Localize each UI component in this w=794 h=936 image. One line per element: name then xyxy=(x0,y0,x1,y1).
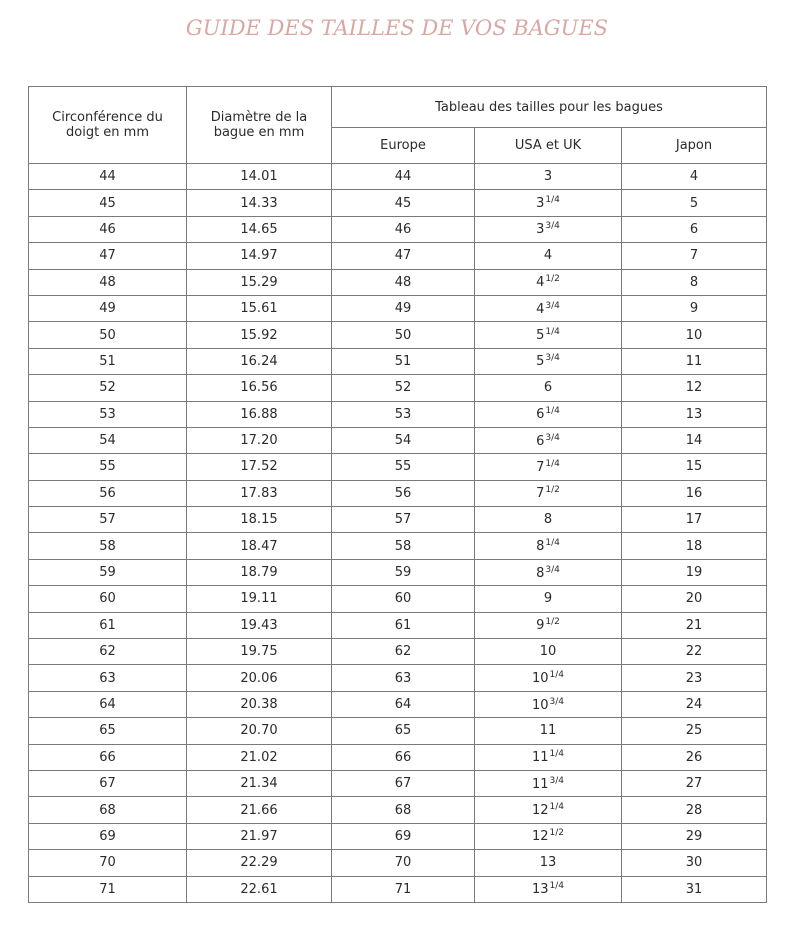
usa-uk-size: 4 xyxy=(536,301,545,317)
usa-uk-fraction: 3/4 xyxy=(549,775,565,786)
usa-uk-size: 11 xyxy=(531,776,549,792)
europe-cell: 44 xyxy=(332,164,475,190)
diameter-cell: 19.11 xyxy=(187,586,332,612)
europe-cell: 47 xyxy=(332,243,475,269)
japan-cell: 17 xyxy=(622,507,767,533)
usa-uk-size: 11 xyxy=(539,723,557,739)
europe-cell: 45 xyxy=(332,190,475,216)
japan-cell: 25 xyxy=(622,718,767,744)
europe-cell: 48 xyxy=(332,269,475,295)
europe-cell: 69 xyxy=(332,823,475,849)
usa-uk-size: 6 xyxy=(536,433,545,449)
table-row xyxy=(29,190,767,216)
japan-cell: 5 xyxy=(622,190,767,216)
diameter-cell: 21.97 xyxy=(187,823,332,849)
japan-cell: 19 xyxy=(622,559,767,585)
circumference-cell: 69 xyxy=(29,823,187,849)
usa-uk-fraction: 1/4 xyxy=(549,670,565,681)
usa-uk-cell xyxy=(475,190,622,216)
usa-uk-size: 4 xyxy=(543,248,553,264)
usa-uk-cell xyxy=(475,375,622,401)
europe-cell: 66 xyxy=(332,744,475,770)
usa-uk-size: 8 xyxy=(536,565,545,581)
japan-cell: 21 xyxy=(622,612,767,638)
usa-uk-size: 4 xyxy=(536,275,545,291)
japan-cell: 10 xyxy=(622,322,767,348)
table-row xyxy=(29,665,767,691)
usa-uk-size: 5 xyxy=(536,328,545,344)
usa-uk-cell xyxy=(475,639,622,665)
europe-cell: 59 xyxy=(332,559,475,585)
table-row xyxy=(29,718,767,744)
diameter-cell: 17.52 xyxy=(187,454,332,480)
table-row xyxy=(29,533,767,559)
table-row xyxy=(29,375,767,401)
usa-uk-size: 9 xyxy=(543,591,553,607)
circumference-cell: 63 xyxy=(29,665,187,691)
circumference-cell: 48 xyxy=(29,269,187,295)
header-usa-uk: USA et UK xyxy=(475,128,622,164)
circumference-cell: 71 xyxy=(29,876,187,902)
circumference-cell: 64 xyxy=(29,691,187,717)
diameter-cell: 15.92 xyxy=(187,322,332,348)
japan-cell: 8 xyxy=(622,269,767,295)
usa-uk-cell xyxy=(475,797,622,823)
europe-cell: 51 xyxy=(332,348,475,374)
header-size-table: Tableau des tailles pour les bagues xyxy=(332,87,767,128)
diameter-cell: 22.61 xyxy=(187,876,332,902)
usa-uk-size: 13 xyxy=(539,855,557,871)
europe-cell: 70 xyxy=(332,850,475,876)
circumference-cell: 53 xyxy=(29,401,187,427)
diameter-cell: 14.01 xyxy=(187,164,332,190)
japan-cell: 20 xyxy=(622,586,767,612)
usa-uk-fraction: 3/4 xyxy=(545,353,560,364)
usa-uk-fraction: 1/4 xyxy=(549,802,565,813)
japan-cell: 18 xyxy=(622,533,767,559)
circumference-cell: 68 xyxy=(29,797,187,823)
diameter-cell: 19.43 xyxy=(187,612,332,638)
circumference-cell: 55 xyxy=(29,454,187,480)
usa-uk-size: 13 xyxy=(531,882,549,898)
table-row xyxy=(29,348,767,374)
europe-cell: 53 xyxy=(332,401,475,427)
usa-uk-cell xyxy=(475,480,622,506)
diameter-cell: 20.70 xyxy=(187,718,332,744)
europe-cell: 52 xyxy=(332,375,475,401)
usa-uk-cell xyxy=(475,507,622,533)
table-body xyxy=(29,164,767,903)
circumference-cell: 45 xyxy=(29,190,187,216)
circumference-cell: 61 xyxy=(29,612,187,638)
japan-cell: 14 xyxy=(622,427,767,453)
usa-uk-cell xyxy=(475,770,622,796)
table-row xyxy=(29,770,767,796)
usa-uk-cell xyxy=(475,850,622,876)
europe-cell: 62 xyxy=(332,639,475,665)
japan-cell: 11 xyxy=(622,348,767,374)
table-row xyxy=(29,850,767,876)
circumference-cell: 57 xyxy=(29,507,187,533)
usa-uk-fraction: 1/2 xyxy=(545,274,560,285)
usa-uk-size: 10 xyxy=(531,671,549,687)
europe-cell: 60 xyxy=(332,586,475,612)
circumference-cell: 54 xyxy=(29,427,187,453)
header-europe: Europe xyxy=(332,128,475,164)
usa-uk-size: 9 xyxy=(536,618,545,634)
circumference-cell: 58 xyxy=(29,533,187,559)
diameter-cell: 20.06 xyxy=(187,665,332,691)
usa-uk-cell xyxy=(475,586,622,612)
diameter-cell: 21.34 xyxy=(187,770,332,796)
japan-cell: 6 xyxy=(622,216,767,242)
japan-cell: 31 xyxy=(622,876,767,902)
usa-uk-fraction: 3/4 xyxy=(545,221,560,232)
table-row xyxy=(29,507,767,533)
table-row xyxy=(29,164,767,190)
diameter-cell: 15.61 xyxy=(187,295,332,321)
usa-uk-cell xyxy=(475,164,622,190)
usa-uk-size: 7 xyxy=(536,486,545,502)
usa-uk-fraction: 1/4 xyxy=(549,749,565,760)
usa-uk-cell xyxy=(475,876,622,902)
table-row xyxy=(29,427,767,453)
diameter-cell: 21.02 xyxy=(187,744,332,770)
usa-uk-size: 3 xyxy=(536,196,545,212)
europe-cell: 68 xyxy=(332,797,475,823)
table-row xyxy=(29,586,767,612)
circumference-cell: 52 xyxy=(29,375,187,401)
table-row xyxy=(29,269,767,295)
usa-uk-size: 10 xyxy=(539,644,557,660)
europe-cell: 54 xyxy=(332,427,475,453)
diameter-cell: 20.38 xyxy=(187,691,332,717)
japan-cell: 22 xyxy=(622,639,767,665)
diameter-cell: 14.97 xyxy=(187,243,332,269)
usa-uk-size: 10 xyxy=(531,697,549,713)
circumference-cell: 44 xyxy=(29,164,187,190)
diameter-cell: 14.65 xyxy=(187,216,332,242)
usa-uk-size: 8 xyxy=(536,539,545,555)
japan-cell: 4 xyxy=(622,164,767,190)
japan-cell: 27 xyxy=(622,770,767,796)
usa-uk-fraction: 1/4 xyxy=(545,195,560,206)
usa-uk-size: 12 xyxy=(531,803,549,819)
diameter-cell: 18.79 xyxy=(187,559,332,585)
circumference-cell: 51 xyxy=(29,348,187,374)
europe-cell: 58 xyxy=(332,533,475,559)
table-row xyxy=(29,797,767,823)
usa-uk-size: 6 xyxy=(543,380,553,396)
europe-cell: 56 xyxy=(332,480,475,506)
header-circumference: Circonférence du doigt en mm xyxy=(29,87,187,164)
diameter-cell: 16.24 xyxy=(187,348,332,374)
japan-cell: 15 xyxy=(622,454,767,480)
usa-uk-size: 3 xyxy=(536,222,545,238)
diameter-cell: 19.75 xyxy=(187,639,332,665)
diameter-cell: 18.15 xyxy=(187,507,332,533)
japan-cell: 24 xyxy=(622,691,767,717)
usa-uk-size: 11 xyxy=(531,750,549,766)
diameter-cell: 17.20 xyxy=(187,427,332,453)
circumference-cell: 56 xyxy=(29,480,187,506)
usa-uk-cell xyxy=(475,322,622,348)
europe-cell: 49 xyxy=(332,295,475,321)
table-row xyxy=(29,454,767,480)
usa-uk-fraction: 1/2 xyxy=(549,828,565,839)
japan-cell: 30 xyxy=(622,850,767,876)
diameter-cell: 21.66 xyxy=(187,797,332,823)
japan-cell: 26 xyxy=(622,744,767,770)
table-row xyxy=(29,401,767,427)
table-row xyxy=(29,559,767,585)
table-row xyxy=(29,744,767,770)
circumference-cell: 59 xyxy=(29,559,187,585)
japan-cell: 23 xyxy=(622,665,767,691)
europe-cell: 57 xyxy=(332,507,475,533)
diameter-cell: 18.47 xyxy=(187,533,332,559)
diameter-cell: 16.56 xyxy=(187,375,332,401)
diameter-cell: 16.88 xyxy=(187,401,332,427)
usa-uk-cell xyxy=(475,295,622,321)
usa-uk-cell xyxy=(475,612,622,638)
circumference-cell: 65 xyxy=(29,718,187,744)
table-row xyxy=(29,612,767,638)
usa-uk-fraction: 1/4 xyxy=(549,881,565,892)
usa-uk-fraction: 1/4 xyxy=(545,406,560,417)
circumference-cell: 46 xyxy=(29,216,187,242)
usa-uk-size: 3 xyxy=(543,169,553,185)
header-diameter: Diamètre de la bague en mm xyxy=(187,87,332,164)
usa-uk-fraction: 3/4 xyxy=(549,696,565,707)
diameter-cell: 14.33 xyxy=(187,190,332,216)
diameter-cell: 22.29 xyxy=(187,850,332,876)
table-row xyxy=(29,243,767,269)
usa-uk-cell xyxy=(475,216,622,242)
circumference-cell: 66 xyxy=(29,744,187,770)
usa-uk-size: 5 xyxy=(536,354,545,370)
usa-uk-cell xyxy=(475,454,622,480)
europe-cell: 50 xyxy=(332,322,475,348)
usa-uk-fraction: 3/4 xyxy=(545,564,560,575)
japan-cell: 29 xyxy=(622,823,767,849)
europe-cell: 61 xyxy=(332,612,475,638)
usa-uk-fraction: 3/4 xyxy=(545,300,560,311)
usa-uk-cell xyxy=(475,718,622,744)
diameter-cell: 17.83 xyxy=(187,480,332,506)
circumference-cell: 49 xyxy=(29,295,187,321)
circumference-cell: 47 xyxy=(29,243,187,269)
table-row xyxy=(29,639,767,665)
table-row xyxy=(29,823,767,849)
usa-uk-size: 6 xyxy=(536,407,545,423)
japan-cell: 9 xyxy=(622,295,767,321)
table-row xyxy=(29,322,767,348)
usa-uk-cell xyxy=(475,269,622,295)
europe-cell: 71 xyxy=(332,876,475,902)
table-row xyxy=(29,876,767,902)
circumference-cell: 60 xyxy=(29,586,187,612)
usa-uk-cell xyxy=(475,533,622,559)
europe-cell: 63 xyxy=(332,665,475,691)
page-title: GUIDE DES TAILLES DE VOS BAGUES xyxy=(185,16,609,40)
usa-uk-fraction: 1/2 xyxy=(545,617,560,628)
usa-uk-cell xyxy=(475,691,622,717)
header-japan: Japon xyxy=(622,128,767,164)
circumference-cell: 70 xyxy=(29,850,187,876)
japan-cell: 16 xyxy=(622,480,767,506)
japan-cell: 13 xyxy=(622,401,767,427)
usa-uk-cell xyxy=(475,401,622,427)
europe-cell: 65 xyxy=(332,718,475,744)
usa-uk-size: 7 xyxy=(536,459,545,475)
europe-cell: 64 xyxy=(332,691,475,717)
usa-uk-cell xyxy=(475,427,622,453)
ring-size-table xyxy=(28,86,767,903)
table-row xyxy=(29,691,767,717)
usa-uk-cell xyxy=(475,243,622,269)
circumference-cell: 67 xyxy=(29,770,187,796)
usa-uk-size: 12 xyxy=(531,829,549,845)
usa-uk-cell xyxy=(475,744,622,770)
japan-cell: 7 xyxy=(622,243,767,269)
table-row xyxy=(29,216,767,242)
usa-uk-cell xyxy=(475,348,622,374)
table-row xyxy=(29,480,767,506)
japan-cell: 12 xyxy=(622,375,767,401)
usa-uk-fraction: 1/4 xyxy=(545,327,560,338)
usa-uk-size: 8 xyxy=(543,512,553,528)
table-row xyxy=(29,295,767,321)
europe-cell: 46 xyxy=(332,216,475,242)
usa-uk-fraction: 1/4 xyxy=(545,458,560,469)
usa-uk-fraction: 1/4 xyxy=(545,538,560,549)
diameter-cell: 15.29 xyxy=(187,269,332,295)
japan-cell: 28 xyxy=(622,797,767,823)
usa-uk-cell xyxy=(475,823,622,849)
circumference-cell: 50 xyxy=(29,322,187,348)
usa-uk-fraction: 3/4 xyxy=(545,432,560,443)
europe-cell: 55 xyxy=(332,454,475,480)
usa-uk-fraction: 1/2 xyxy=(545,485,560,496)
europe-cell: 67 xyxy=(332,770,475,796)
circumference-cell: 62 xyxy=(29,639,187,665)
usa-uk-cell xyxy=(475,665,622,691)
usa-uk-cell xyxy=(475,559,622,585)
